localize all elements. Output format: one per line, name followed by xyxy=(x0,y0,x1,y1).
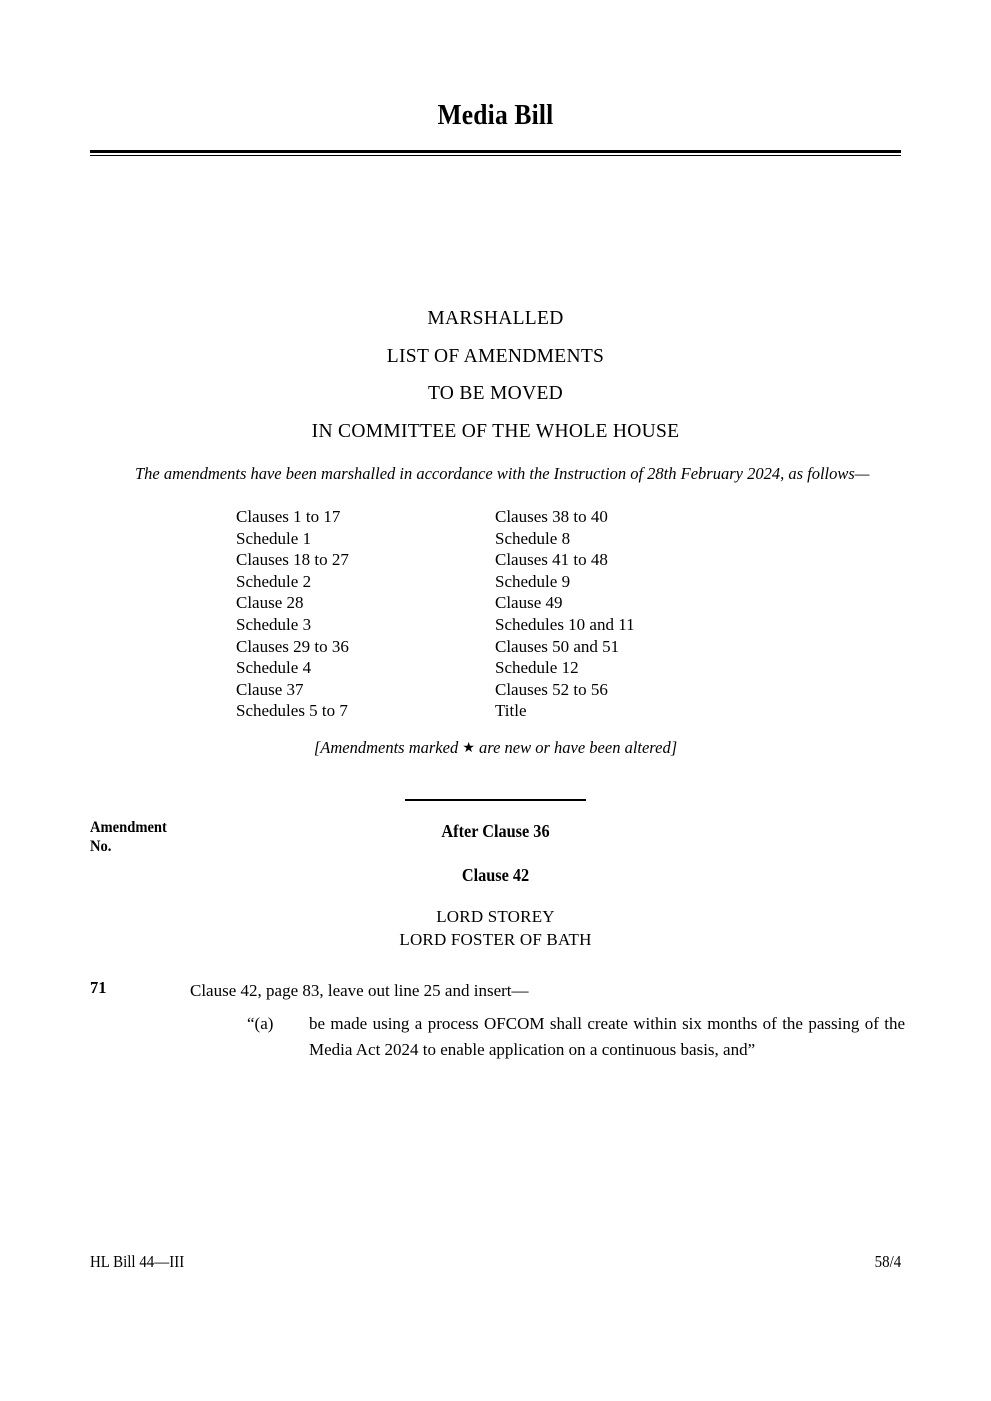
page-title: Media Bill xyxy=(437,99,554,131)
list-item: Title xyxy=(495,701,527,721)
star-legend xyxy=(90,738,901,758)
amendment-quote-block xyxy=(247,1011,905,1062)
star-legend-close-bracket: ] xyxy=(670,738,678,757)
list-item: Clause 28 xyxy=(236,593,304,613)
list-item: Clauses 18 to 27 xyxy=(236,550,349,570)
sponsor-list xyxy=(90,906,901,951)
list-item: Schedule 2 xyxy=(236,571,312,591)
section-divider-rule xyxy=(405,799,586,801)
heading-list-of-amendments: LIST OF AMENDMENTS xyxy=(386,345,605,367)
amendment-lead-text: Clause 42, page 83, leave out line 25 and insert— xyxy=(190,981,529,1000)
group-heading-clause: Clause 42 xyxy=(461,865,530,885)
amendment-number: 71 xyxy=(90,978,107,997)
list-item: Schedules 10 and 11 xyxy=(495,614,635,634)
amendment-quote-label: “(a) xyxy=(247,1014,274,1033)
amendment-entry xyxy=(90,978,905,1062)
list-item: Schedule 3 xyxy=(236,614,312,634)
list-item: Clauses 52 to 56 xyxy=(495,679,608,699)
list-item: Clause 49 xyxy=(495,593,563,613)
star-legend-suffix: are new or have been altered xyxy=(474,738,671,757)
amendment-lead-row xyxy=(90,978,905,1004)
amendment-no-label-line1: Amendment xyxy=(90,819,167,836)
group-heading-after-clause: After Clause 36 xyxy=(441,821,550,841)
heading-in-committee: IN COMMITTEE OF THE WHOLE HOUSE xyxy=(311,420,680,442)
document-headings xyxy=(90,300,901,450)
list-item: Clause 37 xyxy=(236,679,304,699)
title-rule-thin xyxy=(90,155,901,156)
footer-bill-reference: HL Bill 44—III xyxy=(90,1252,185,1271)
list-item: Clauses 41 to 48 xyxy=(495,550,608,570)
list-item: Schedule 1 xyxy=(236,528,312,548)
heading-marshalled: MARSHALLED xyxy=(427,308,564,329)
heading-to-be-moved: TO BE MOVED xyxy=(427,383,564,404)
list-item: Clauses 29 to 36 xyxy=(236,636,349,656)
page-footer xyxy=(90,1252,901,1272)
sponsor-name: LORD STOREY xyxy=(436,907,555,926)
list-item: Clauses 50 and 51 xyxy=(495,636,620,656)
list-item: Schedules 5 to 7 xyxy=(236,701,348,721)
title-block xyxy=(90,100,901,156)
list-item: Schedule 8 xyxy=(495,528,571,548)
clause-list xyxy=(236,506,796,722)
clause-list-right-column xyxy=(495,506,754,722)
star-legend-prefix: Amendments marked xyxy=(320,738,463,757)
list-item: Schedule 9 xyxy=(495,571,571,591)
footer-page-number: 58/4 xyxy=(874,1252,901,1271)
amendment-quote-text: be made using a process OFCOM shall create within six months of the passing of the Media Act 2024 to enable application on a continuous basis, and” xyxy=(309,1014,905,1059)
star-legend-open-bracket: [ xyxy=(313,738,321,757)
list-item: Clauses 38 to 40 xyxy=(495,507,608,526)
star-icon: ★ xyxy=(462,741,475,756)
marshalling-note: The amendments have been marshalled in accordance with the Instruction of 28th February 2024, as follows— xyxy=(135,464,870,483)
sponsor-name: LORD FOSTER OF BATH xyxy=(399,929,592,949)
list-item: Schedule 12 xyxy=(495,658,579,678)
list-item: Schedule 4 xyxy=(236,658,312,678)
clause-list-left-column xyxy=(236,506,495,722)
list-item: Clauses 1 to 17 xyxy=(236,507,341,526)
amendment-no-label-line2: No. xyxy=(90,838,112,855)
